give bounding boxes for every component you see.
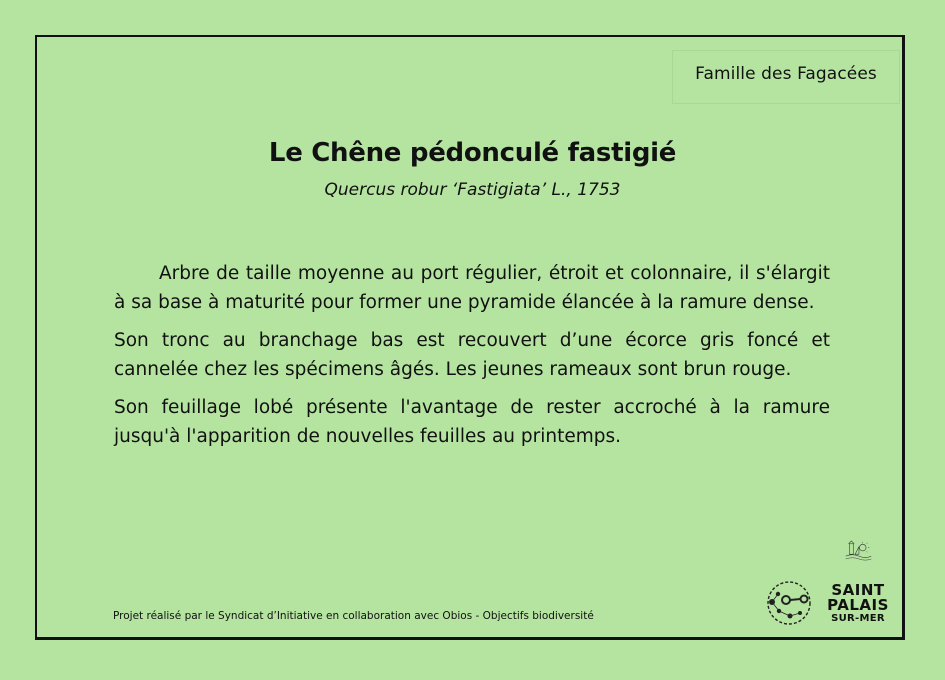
page-title: Le Chêne pédonculé fastigié bbox=[268, 138, 677, 168]
logo-line: SAINT bbox=[831, 581, 885, 599]
credit-text: Projet réalisé par le Syndicat d’Initiative en collaboration avec Obios - Objectifs biodiversité bbox=[113, 610, 594, 622]
description-paragraph: Son feuillage lobé présente l'avantage de rester accroché à la ramure jusqu'à l'apparition de nouvelles feuilles au printemps. bbox=[114, 397, 830, 447]
family-label: Famille des Fagacées bbox=[672, 50, 900, 104]
description-paragraph: Arbre de taille moyenne au port régulier, étroit et colonnaire, il s'élargit à sa base à maturité pour former une pyramide élancée à la ramure dense. bbox=[114, 263, 830, 313]
logo-line: PALAIS bbox=[827, 596, 889, 614]
saint-palais-emblem bbox=[826, 540, 890, 585]
logo-line: SUR-MER bbox=[831, 613, 885, 624]
saint-palais-logo bbox=[822, 583, 894, 625]
scientific-name: Quercus robur ‘Fastigiata’ L., 1753 bbox=[324, 180, 621, 200]
obios-logo bbox=[764, 580, 814, 626]
description-paragraph: Son tronc au branchage bas est recouvert d’une écorce gris foncé et cannelée chez les spécimens âgés. Les jeunes rameaux sont brun rouge. bbox=[114, 330, 830, 380]
description bbox=[114, 259, 830, 460]
